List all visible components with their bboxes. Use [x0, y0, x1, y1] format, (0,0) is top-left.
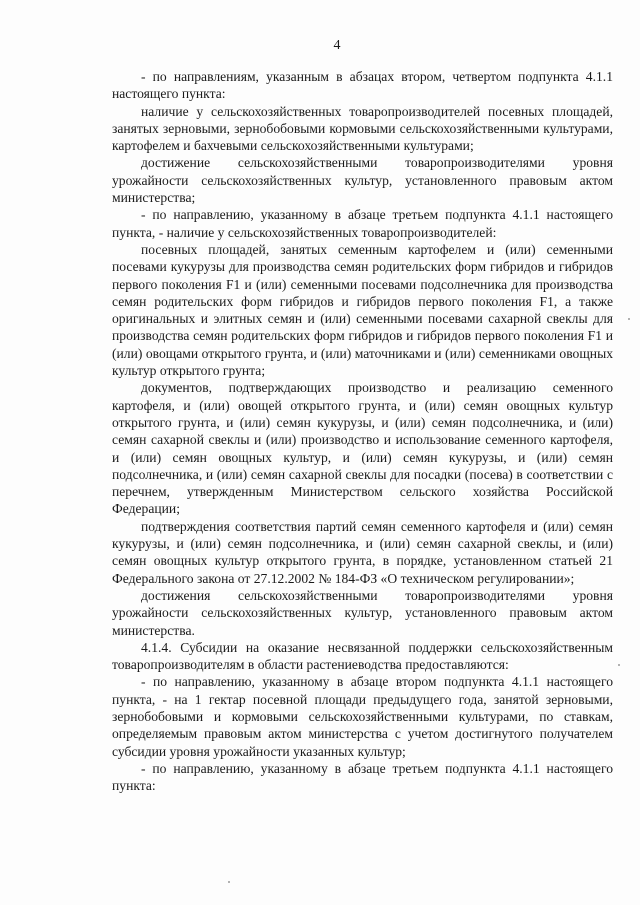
page-number: 4	[333, 38, 341, 53]
paragraph: достижения сельскохозяйственными товаропроизводителями уровня урожайности сельскохозяйственных культур, установленного правовым актом министерства.	[112, 587, 613, 638]
paragraph: посевных площадей, занятых семенным картофелем и (или) семенными посевами кукурузы для производства семян родительских форм гибридов и гибридов первого поколения F1 и (или) семенными посевами подсолнечника для производства семян родительских форм гибридов и гибридов первого поколения F1, а также оригинальных и элитных семян и (или) семенными посевами сахарной свеклы для производства семян родительских форм гибридов и гибридов первого поколения F1 и (или) овощами открытого грунта, и (или) маточниками и (или) семенниками овощных культур открытого грунта;	[112, 241, 613, 379]
paragraph: достижение сельскохозяйственными товаропроизводителями уровня урожайности сельскохозяйственных культур, установленного правовым актом министерства;	[112, 155, 613, 206]
paragraph: - по направлениям, указанным в абзацах втором, четвертом подпункта 4.1.1 настоящего пункта:	[112, 69, 613, 102]
scan-speck	[618, 664, 620, 666]
paragraph: наличие у сельскохозяйственных товаропроизводителей посевных площадей, занятых зерновыми, зернобобовыми кормовыми сельскохозяйственными культурами, картофелем и бахчевыми сельскохозяйственными культурами;	[112, 103, 613, 154]
paragraph: подтверждения соответствия партий семян семенного картофеля и (или) семян кукурузы, и (или) семян подсолнечника, и (или) семян сахарной свеклы, и (или) семян овощных культур открытого грунта, в порядке, установленном статьей 21 Федерального закона от 27.12.2002 № 184-ФЗ «О техническом регулировании»;	[112, 518, 613, 586]
scan-speck	[628, 318, 630, 320]
document-body	[112, 68, 613, 794]
paragraph: - по направлению, указанному в абзаце третьем подпункта 4.1.1 настоящего пункта:	[112, 760, 613, 794]
scan-speck	[228, 881, 230, 883]
paragraph: - по направлению, указанному в абзаце втором подпункта 4.1.1 настоящего пункта, - на 1 гектар посевной площади предыдущего года, занятой зерновыми, зернобобовыми и кормовыми сельскохозяйственными культурами, по ставкам, определяемым правовым актом министерства с учетом достигнутого получателем субсидии уровня урожайности указанных культур;	[112, 674, 613, 759]
paragraph: 4.1.4. Субсидии на оказание несвязанной поддержки сельскохозяйственным товаропроизводителям в области растениеводства предоставляются:	[112, 639, 613, 673]
paragraph: документов, подтверждающих производство и реализацию семенного картофеля, и (или) овощей открытого грунта, и (или) семян овощных культур открытого грунта, и (или) семян кукурузы, и (или) семян подсолнечника, и (или) семян сахарной свеклы и (или) производство и использование семенного картофеля, и (или) семян овощных культур, и (или) семян кукурузы, и (или) семян подсолнечника, и (или) семян сахарной свеклы для посадки (посева) в соответствии с перечнем, утвержденным Министерством сельского хозяйства Российской Федерации;	[112, 380, 613, 517]
paragraph: - по направлению, указанному в абзаце третьем подпункта 4.1.1 настоящего пункта, - наличие у сельскохозяйственных товаропроизводителей:	[112, 207, 613, 240]
